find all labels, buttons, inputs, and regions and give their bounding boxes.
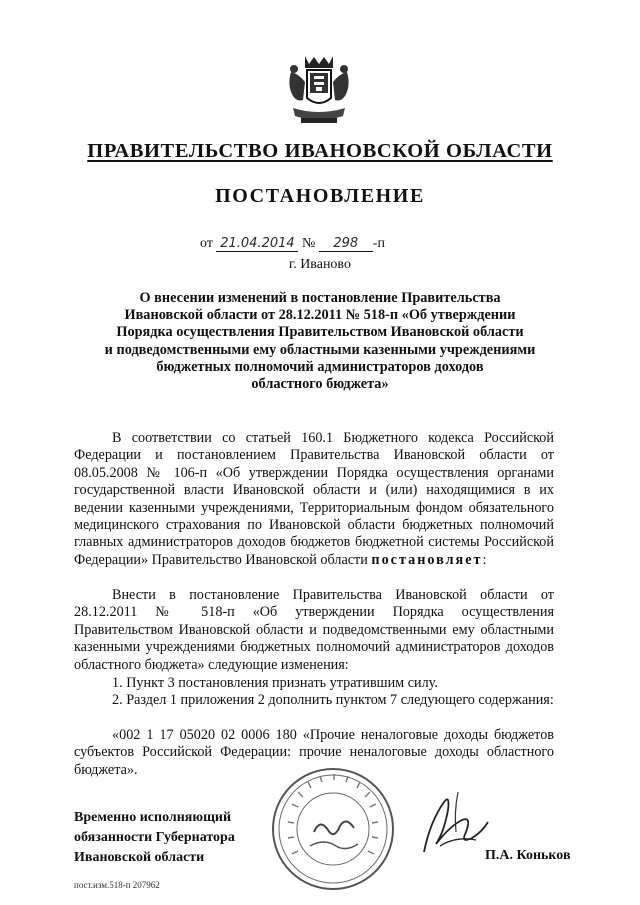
resolves-tail: :	[482, 551, 487, 568]
item-2: 2. Раздел 1 приложения 2 дополнить пунктом 7 следующего содержания:	[112, 692, 554, 708]
resolves-word: постановляет	[371, 551, 483, 568]
subject-line: бюджетных полномочий администраторов доходов	[156, 358, 484, 375]
signatory-name: П.А. Коньков	[485, 848, 571, 863]
registration-line	[200, 236, 385, 252]
subject-line: областного бюджета»	[251, 376, 389, 393]
subject-line: О внесении изменений в постановление Правительства	[139, 290, 501, 306]
ivanovo-coat-of-arms-icon	[283, 52, 355, 128]
file-code: пост.изм.518-п 207962	[74, 880, 160, 890]
item-1: 1. Пункт 3 постановления признать утратившим силу.	[112, 675, 438, 691]
preamble-paragraph	[74, 430, 554, 569]
government-title: ПРАВИТЕЛЬСТВО ИВАНОВСКОЙ ОБЛАСТИ	[87, 140, 553, 162]
position-line: обязанности Губернатора	[74, 830, 235, 845]
subject-line: Ивановской области от 28.12.2011 № 518-п «Об утверждении	[124, 307, 516, 324]
from-label: от	[200, 236, 213, 251]
document-number: 298	[319, 236, 373, 252]
number-suffix: -п	[372, 236, 385, 251]
subject-line: и подведомственными ему областными казенными учреждениями	[104, 341, 536, 358]
item-2-quote: «002 1 17 05020 02 0006 180 «Прочие неналоговые доходы бюджетов субъектов Российской Федерации: прочие неналоговые доходы областного бюджета».	[74, 727, 554, 778]
position-line: Ивановской области	[74, 850, 205, 865]
city: г. Иваново	[289, 257, 351, 272]
subject-line: Порядка осуществления Правительством Ивановской области	[116, 324, 524, 341]
document-subject	[60, 290, 580, 393]
signatory-position	[74, 808, 294, 868]
number-label: №	[301, 236, 316, 251]
document-type: ПОСТАНОВЛЕНИЕ	[215, 185, 425, 207]
amendment-intro: Внести в постановление Правительства Ивановской области от 28.12.2011 № 518-п «Об утверждении Порядка осуществления Правительством Ивановской области и подведомственными ему областными казенными учреждениями бюджетных полномочий администраторов доходов областного бюджета» следующие изменения:	[74, 587, 554, 673]
preamble-text: В соответствии со статьей 160.1 Бюджетного кодекса Российской Федерации и постановлением Правительства Ивановской области от 08.05.2008 № 106-п «Об утверждении Порядка осуществления органами государственной власти Ивановской области и (или) находящимися в их ведении казенными учреждениями, Территориальным фондом обязательного медицинского страхования по Ивановской области бюджетных полномочий главных администраторов доходов бюджетов бюджетной системы Российской Федерации» Правительство Ивановской области	[74, 430, 554, 568]
document-date: 21.04.2014	[216, 236, 298, 252]
position-line: Временно исполняющий	[74, 810, 232, 825]
